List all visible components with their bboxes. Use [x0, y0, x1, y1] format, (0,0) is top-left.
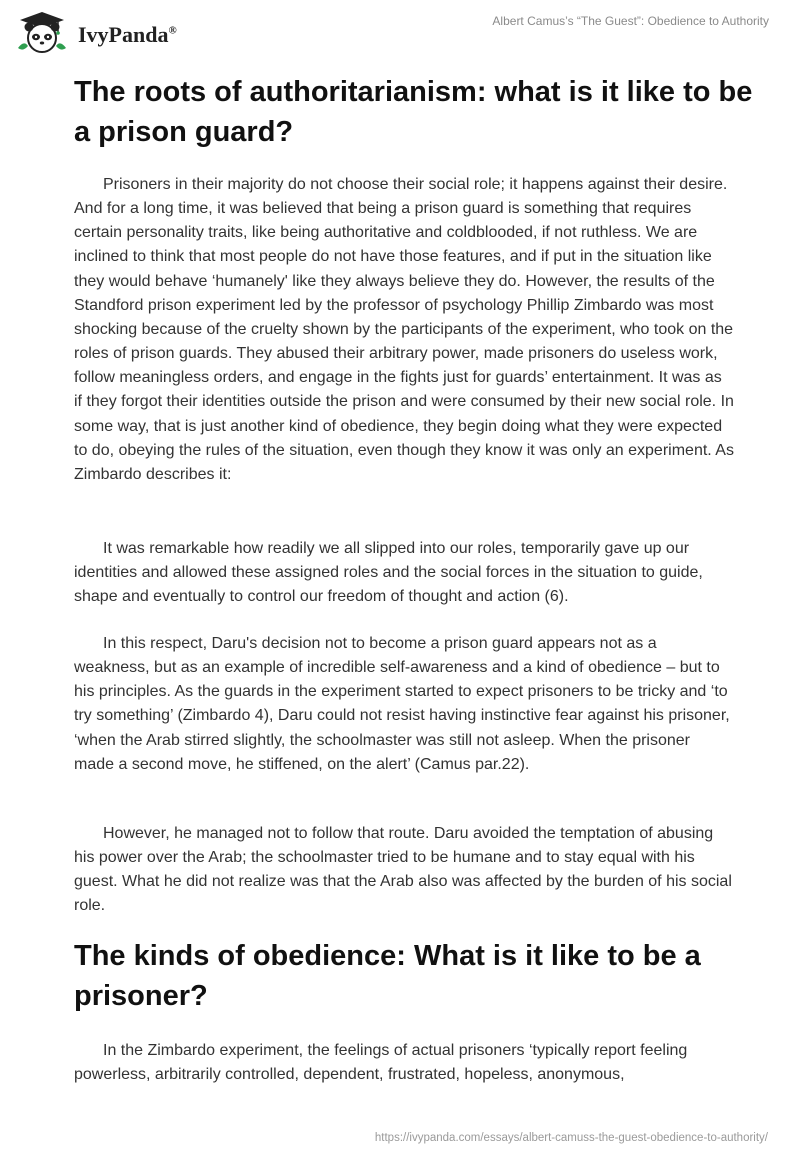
ivypanda-logo[interactable]: [14, 10, 214, 54]
paragraph-4: However, he managed not to follow that route. Daru avoided the temptation of abusing his power over the Arab; the schoolmaster tried to be humane and to stay equal with his guest. What he did not realize was that the Arab also was affected by the burden of his social role.: [74, 825, 732, 915]
section-heading-prison-guard: The roots of authoritarianism: what is it like to be a prison guard?: [74, 76, 753, 148]
paragraph-3: In this respect, Daru's decision not to become a prison guard appears not as a weakness, but as an example of incredible self-awareness and a kind of obedience – but to his principles. As the guards in the experiment started to expect prisoners to be tricky and ‘to try something’ (Zimbardo 4), Daru could not resist having instinctive fear against his prisoner, ‘when the Arab stirred slightly, the schoolmaster was still not asleep. When the prisoner made a second move, he stiffened, on the alert’ (Camus par.22).: [74, 635, 730, 773]
block-quote: It was remarkable how readily we all slipped into our roles, temporarily gave up our identities and allowed these assigned roles and the social forces in the situation to guide, shape and eventually to control our freedom of thought and action (6).: [74, 540, 703, 606]
paragraph-1: Prisoners in their majority do not choose their social role; it happens against their desire. And for a long time, it was believed that being a prison guard is something that requires certain personality traits, like being authoritative and coldblooded, if not ruthless. We are inclined to think that most people do not have those features, and if put in the situation like they would behave ‘humanely' like they always believe they do. However, the results of the Standford prison experiment led by the professor of psychology Phillip Zimbardo was most shocking because of the cruelty shown by the participants of the experiment, who took on the roles of prison guards. They abused their arbitrary power, made prisoners do useless work, follow meaningless orders, and engage in the fights just for guards’ entertainment. It was as if they forgot their identities outside the prison and were consumed by their new social role. In some way, that is just another kind of obedience, they begin doing what they were expected to do, obeying the rules of the situation, even though they know it was only an experiment. As Zimbardo describes it:: [74, 176, 734, 483]
paragraph-5: In the Zimbardo experiment, the feelings of actual prisoners ‘typically report feeling powerless, arbitrarily controlled, dependent, frustrated, hopeless, anonymous,: [74, 1042, 688, 1084]
document-title: Albert Camus’s “The Guest”: Obedience to Authority: [492, 14, 769, 28]
logo-wordmark: IvyPanda®: [78, 22, 177, 47]
panda-graduate-icon: [14, 10, 70, 54]
source-url[interactable]: https://ivypanda.com/essays/albert-camuss-the-guest-obedience-to-authority/: [374, 1132, 768, 1144]
section-heading-prisoner: The kinds of obedience: What is it like to be a prisoner?: [74, 940, 701, 1012]
page-header: [0, 0, 800, 60]
